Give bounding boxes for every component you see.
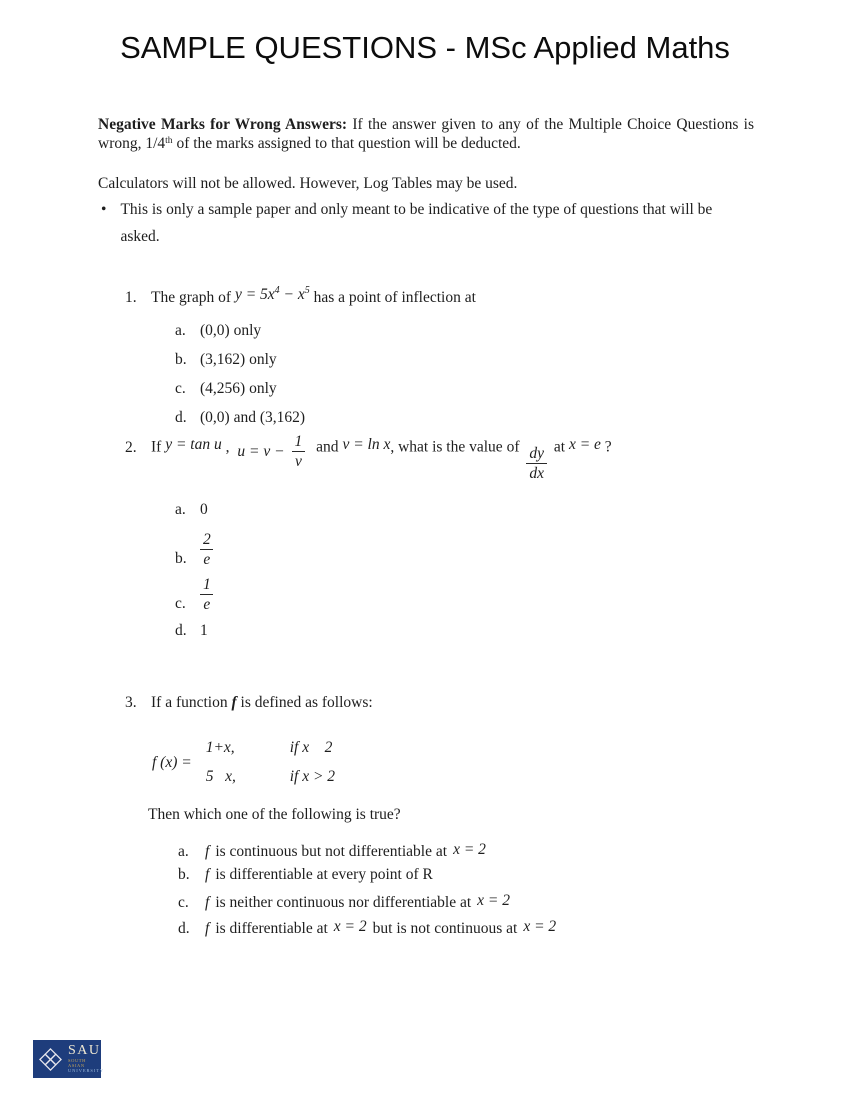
q2-equation-3: v = ln x (342, 435, 391, 453)
q1-option-b-text: (3,162) only (200, 351, 277, 368)
q1-option-b (175, 350, 305, 369)
q3-option-a-f: f (205, 843, 210, 860)
q1-option-a-label: a. (175, 322, 186, 339)
q2-question-mark: ? (604, 438, 612, 456)
q1-option-d (175, 408, 305, 427)
q3-option-a-math: x = 2 (453, 841, 486, 858)
q3-option-c (178, 894, 556, 913)
question-1 (125, 285, 785, 307)
q3-piecewise-definition (152, 739, 335, 786)
q2-comma: , (225, 438, 230, 456)
q3-option-d (178, 920, 556, 939)
q3-option-b-label: b. (178, 866, 190, 883)
negative-marks-text1: If the answer given to any of the Multiple Choice Questions is wrong, 1/4 (98, 115, 754, 153)
q3-option-d-text1: is differentiable at (215, 920, 328, 937)
question-3-pre: If a function (151, 694, 228, 711)
q2-mid-text: , what is the value of (390, 438, 520, 456)
sample-note (101, 197, 753, 250)
q3-case-1-value: 1+x, (205, 739, 235, 756)
q2-equation-1: y = tan u (165, 435, 222, 453)
question-1-number: 1. (125, 289, 137, 307)
q2-frac2-den: dx (526, 463, 547, 482)
question-1-options (175, 321, 305, 437)
q1-eq-mid: − x (279, 286, 305, 304)
q3-case-2 (206, 768, 335, 786)
q2-option-a-text: 0 (200, 501, 208, 518)
question-3-number: 3. (125, 694, 137, 711)
q2-option-c-fraction (200, 576, 214, 613)
logo-line1: SOUTH ASIAN (68, 1058, 87, 1068)
q3-case-1-condition: if x 2 (289, 739, 333, 756)
q3-f-symbol: f (231, 694, 237, 711)
q2-option-c-label: c. (175, 595, 186, 613)
question-3-options (178, 843, 556, 939)
university-logo (33, 1040, 104, 1078)
q2-option-d-label: d. (175, 622, 187, 640)
q1-eq-base: y = 5x (234, 286, 275, 304)
question-1-post: has a point of inflection at (313, 289, 476, 307)
q2-option-b-label: b. (175, 550, 187, 568)
q2-frac2-num: dy (529, 444, 544, 462)
question-2-number: 2. (125, 438, 137, 456)
q3-option-d-text2: but is not continuous at (372, 920, 518, 937)
q2-eq2-pre: u = v − (237, 442, 285, 460)
q2-frac1-den: v (292, 451, 305, 470)
q3-option-d-math1: x = 2 (333, 918, 367, 935)
q1-option-d-text: (0,0) and (3,162) (200, 409, 306, 426)
q1-option-c-label: c. (175, 380, 186, 397)
q1-option-c-text: (4,256) only (200, 380, 277, 397)
q2-and: and (316, 438, 339, 456)
q3-case-2-value: 5 x, (205, 768, 236, 785)
negative-marks-notice (98, 115, 754, 154)
q2-at: at (553, 438, 566, 456)
q2-option-a-label: a. (175, 501, 186, 518)
q2-if: If (151, 438, 162, 456)
question-2 (125, 433, 825, 482)
q3-option-d-f: f (205, 920, 210, 937)
q3-option-b-text: is differentiable at every point of R (215, 866, 433, 883)
q2-fraction-dy-dx (526, 445, 547, 482)
q3-option-b-f: f (205, 866, 210, 883)
q3-case-1 (206, 739, 335, 757)
q2-option-c-num: 1 (203, 576, 211, 594)
q2-option-c-den: e (200, 594, 213, 613)
question-1-pre: The graph of (151, 289, 232, 307)
bullet-icon: • (101, 201, 107, 218)
page-title: SAMPLE QUESTIONS - MSc Applied Maths (120, 30, 730, 65)
negative-marks-lead: Negative Marks for Wrong Answers: (98, 115, 348, 133)
q1-option-a (175, 321, 305, 340)
q2-option-d-text: 1 (200, 622, 208, 640)
q2-option-c (175, 576, 214, 613)
question-2-options (175, 500, 214, 650)
q3-option-c-math: x = 2 (477, 892, 510, 909)
question-3-post: is defined as follows: (240, 694, 373, 711)
quatrefoil-diamond-emblem-icon (38, 1047, 63, 1072)
negative-marks-text2: of the marks assigned to that question will be deducted. (176, 135, 521, 153)
q3-option-d-label: d. (178, 920, 190, 937)
q3-case-2-condition: if x > 2 (289, 768, 336, 785)
q2-option-d (175, 621, 214, 640)
q1-option-b-label: b. (175, 351, 187, 368)
q2-option-b-num: 2 (203, 531, 211, 548)
q2-option-a (175, 500, 214, 519)
logo-acronym: SAU (68, 1043, 101, 1059)
question-3 (125, 694, 785, 712)
logo-line2: UNIVERSITY (68, 1068, 104, 1074)
q3-option-c-label: c. (178, 894, 189, 911)
q3-option-a (178, 843, 556, 862)
q2-option-b-fraction (200, 531, 214, 568)
q3-then-prompt: Then which one of the following is true? (148, 806, 401, 823)
q2-equation-4: x = e (568, 435, 601, 453)
q3-cases-column (206, 739, 335, 786)
q1-option-d-label: d. (175, 409, 187, 426)
q3-option-a-label: a. (178, 843, 189, 860)
q3-option-c-text: is neither continuous nor differentiable at (215, 894, 472, 911)
logo-text-block (68, 1044, 104, 1074)
question-1-equation (235, 286, 310, 303)
q3-option-c-f: f (205, 894, 210, 911)
sample-note-text: This is only a sample paper and only meant to be indicative of the type of questions that will be asked. (120, 201, 713, 245)
q3-option-b (178, 866, 556, 885)
q2-fraction-1-over-v (292, 433, 306, 470)
negative-marks-sup: th (165, 136, 173, 147)
q1-eq-sup1: 4 (274, 285, 280, 296)
q2-option-b (175, 531, 214, 568)
q2-equation-2 (237, 433, 308, 470)
q3-option-d-math2: x = 2 (523, 918, 557, 935)
q3-fx-lhs: f (x) = (152, 753, 192, 771)
q2-frac1-num: 1 (294, 433, 303, 450)
q3-option-a-text: is continuous but not differentiable at (215, 843, 448, 860)
q1-option-c (175, 379, 305, 398)
q1-eq-sup2: 5 (304, 285, 310, 296)
q2-option-b-den: e (200, 549, 213, 568)
q1-option-a-text: (0,0) only (200, 322, 262, 339)
calculators-notice: Calculators will not be allowed. However, Log Tables may be used. (98, 174, 518, 192)
